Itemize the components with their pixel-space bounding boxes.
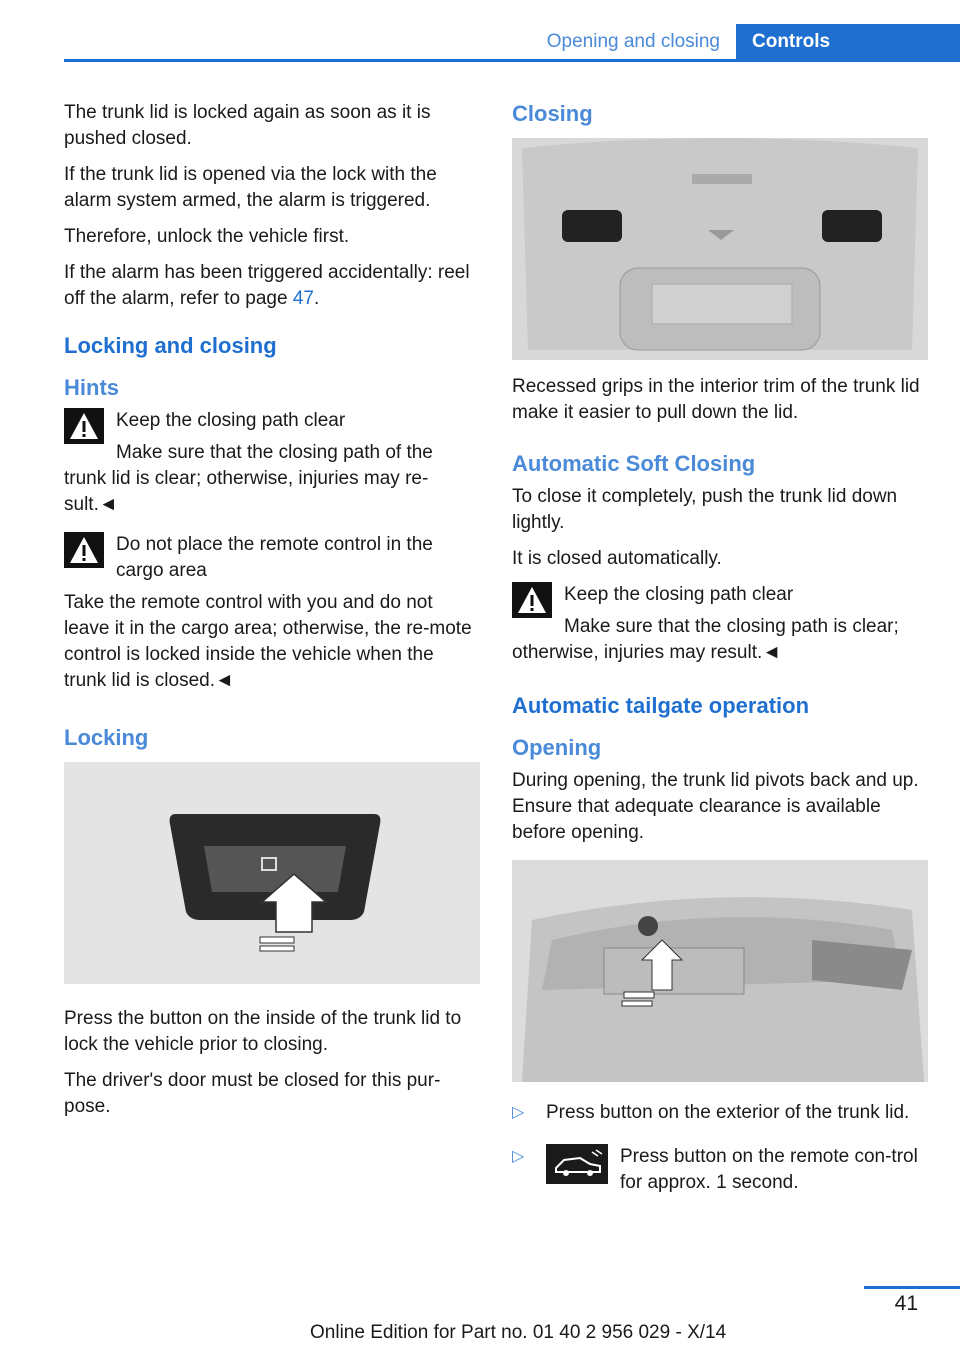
subsection-heading: Hints: [64, 375, 119, 400]
subsection-heading: Automatic Soft Closing: [512, 451, 756, 476]
left-column: [64, 100, 480, 1130]
section-heading: Automatic tailgate operation: [512, 693, 810, 718]
warning-title: Keep the closing path clear: [116, 410, 346, 431]
warning-note: [512, 582, 928, 666]
list-item-text: Press button on the remote con-trol for approx. 1 second.: [620, 1146, 918, 1193]
right-column: [512, 100, 928, 1214]
list-item-text: Press button on the exterior of the trunk lid.: [546, 1102, 910, 1123]
paragraph: It is closed automatically.: [512, 548, 722, 569]
warning-title: Do not place the remote control in the cargo area: [116, 534, 433, 581]
paragraph: Therefore, unlock the vehicle first.: [64, 226, 350, 247]
car-remote-trunk-icon: [546, 1144, 608, 1184]
warning-note: [64, 408, 480, 518]
opening-steps-list: [512, 1100, 928, 1196]
paragraph-text: If the alarm has been triggered accidentally: reel off the alarm, refer to page: [64, 262, 470, 309]
paragraph: To close it completely, push the trunk lid down lightly.: [512, 486, 898, 533]
edition-note: Online Edition for Part no. 01 40 2 956 029 - X/14: [310, 1322, 727, 1343]
trunk-interior-grips-illustration: [512, 138, 928, 360]
bullet-triangle-icon: ▷: [512, 1148, 525, 1165]
subsection-heading: Opening: [512, 735, 602, 760]
warning-title: Keep the closing path clear: [564, 584, 794, 605]
section-heading: Locking and closing: [64, 333, 277, 358]
warning-triangle-icon: [512, 582, 552, 618]
paragraph: If the trunk lid is opened via the lock with the alarm system armed, the alarm is triggered.: [64, 164, 437, 211]
page-header: [64, 24, 960, 62]
warning-body: Make sure that the closing path of the trunk lid is clear; otherwise, injuries may re-sult.◄: [64, 442, 433, 515]
paragraph: Recessed grips in the interior trim of the trunk lid make it easier to pull down the lid.: [512, 376, 920, 423]
list-item: [512, 1144, 928, 1196]
header-section-title: Opening and closing: [546, 31, 720, 52]
subsection-heading: Closing: [512, 101, 593, 126]
paragraph: [64, 260, 480, 312]
page-footer: [0, 1282, 960, 1362]
footer-rule: [864, 1286, 960, 1289]
paragraph-text: .: [313, 288, 320, 309]
lock-button-illustration: [64, 762, 480, 984]
warning-body: Make sure that the closing path is clear; otherwise, injuries may result.◄: [512, 616, 899, 663]
subsection-heading: Locking: [64, 725, 149, 750]
header-rule: [64, 59, 960, 62]
page-number: 41: [894, 1292, 918, 1315]
paragraph: The driver's door must be closed for this pur-pose.: [64, 1070, 441, 1117]
car-rear-illustration: [512, 860, 928, 1082]
bullet-triangle-icon: ▷: [512, 1104, 525, 1121]
header-chapter-tab: Controls: [736, 24, 960, 62]
warning-triangle-icon: [64, 408, 104, 444]
paragraph: The trunk lid is locked again as soon as it is pushed closed.: [64, 102, 431, 149]
warning-body: Take the remote control with you and do not leave it in the cargo area; otherwise, the re-mote control is locked inside the vehicle when the trunk lid is closed.◄: [64, 592, 472, 691]
list-item: [512, 1100, 928, 1126]
warning-note: [64, 532, 480, 694]
page-reference-link[interactable]: 47: [292, 288, 314, 309]
paragraph: During opening, the trunk lid pivots back and up. Ensure that adequate clearance is available before opening.: [512, 770, 919, 843]
paragraph: Press the button on the inside of the trunk lid to lock the vehicle prior to closing.: [64, 1008, 462, 1055]
warning-triangle-icon: [64, 532, 104, 568]
